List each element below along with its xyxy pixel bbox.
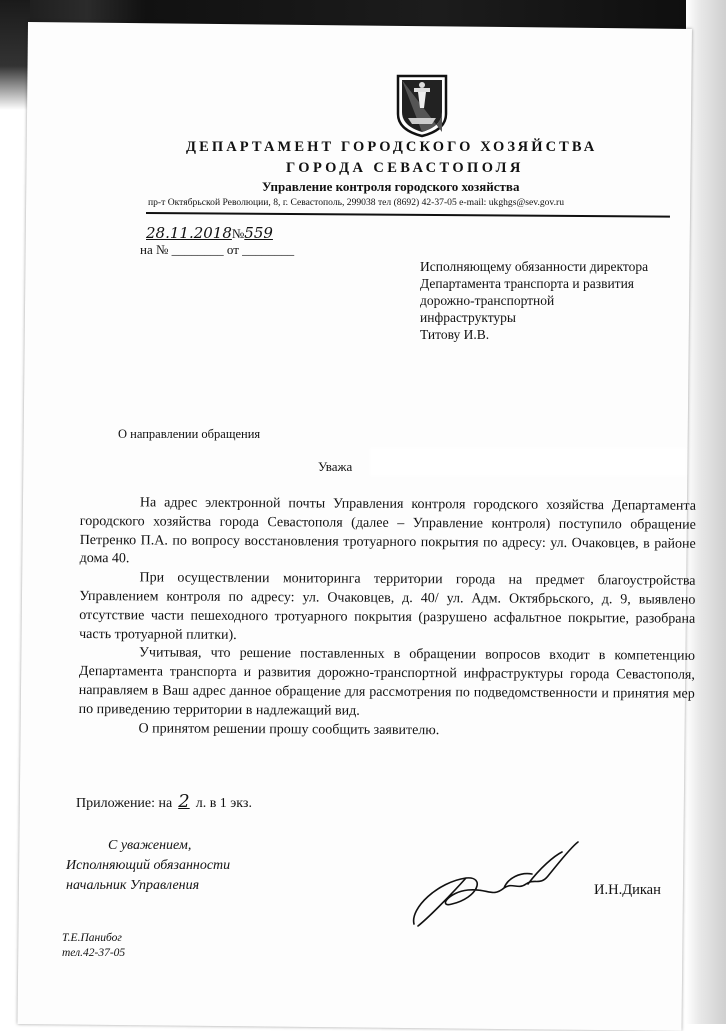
body-paragraph: При осуществлении мониторинга территории города на предмет благоустройства Управлением контроля по адресу: ул. Очаковцев, д. 40/ ул. Адм. Октябрьского, д. 9, выявлено отсутствие части пешеходного тротуарного покрытия (разрушено асфальтное покрытие, разобрана часть тротуарной плитки). <box>79 570 696 643</box>
executor-name: Т.Е.Панибог <box>62 932 122 944</box>
body-paragraph: Учитывая, что решение поставленных в обращении вопросов входит в компетенцию Департамента транспорта и развития дорожно-транспортной инфраструктуры города Севастополя, направляем в Ваш адрес данное обращение для рассмотрения по подведомственности и принятия мер по приведению территории в надлежащий вид. <box>78 645 696 719</box>
letter-body <box>79 494 696 742</box>
registration-date: 28.11.2018 <box>146 224 232 242</box>
attachment-line <box>76 791 252 812</box>
executor-block <box>62 931 125 961</box>
recipient-line: Исполняющему обязанности директора <box>420 259 649 274</box>
handwritten-signature-icon <box>408 838 584 930</box>
recipient-line: Департамента транспорта и развития <box>420 276 635 291</box>
registration-number-label: № <box>231 226 245 241</box>
recipient-line: дорожно-транспортной <box>420 293 555 308</box>
signer-title-line2: начальник Управления <box>66 878 200 893</box>
redaction-mask <box>370 448 686 476</box>
scan-background-left <box>0 0 30 110</box>
recipient-block <box>420 258 648 343</box>
executor-phone: тел.42-37-05 <box>62 947 126 959</box>
office-address: пр-т Октябрьской Революции, 8, г. Севастополь, 299038 тел (8692) 42-37-05 e-mail: ukghgs@sev.gov.ru <box>148 197 564 208</box>
registration-line <box>146 224 273 242</box>
department-name-line1: ДЕПАРТАМЕНТ ГОРОДСКОГО ХОЗЯЙСТВА <box>186 139 598 155</box>
registration-number: 559 <box>244 224 273 242</box>
body-paragraph: На адрес электронной почты Управления контроля городского хозяйства Департамента городского хозяйства города Севастополя (далее – Управление контроля) поступило обращение Петренко П.А. по вопросу восстановления тротуарного покрытия по адресу: ул. Очаковцев, в районе дома 40. <box>79 495 696 567</box>
attachment-suffix: л. в 1 экз. <box>195 796 252 811</box>
department-name-line2: ГОРОДА СЕВАСТОПОЛЯ <box>286 160 524 176</box>
attachment-prefix: Приложение: на <box>76 796 173 811</box>
body-paragraph: О принятом решении прошу сообщить заявителю. <box>138 720 440 738</box>
office-name: Управление контроля городского хозяйства <box>262 179 520 194</box>
recipient-line: Титову И.В. <box>420 327 490 342</box>
signer-title-line1: Исполняющий обязанности <box>66 858 231 873</box>
sevastopol-emblem-icon <box>396 74 448 138</box>
letter-subject: О направлении обращения <box>118 427 261 441</box>
signer-name: И.Н.Дикан <box>594 882 661 898</box>
closing-phrase: С уважением, <box>108 838 192 853</box>
reference-line: на № ________ от ________ <box>140 242 295 257</box>
signature-block <box>66 836 230 896</box>
letter-greeting: Уважа <box>318 459 353 474</box>
recipient-line: инфраструктуры <box>420 310 516 325</box>
attachment-count: 2 <box>178 791 190 812</box>
